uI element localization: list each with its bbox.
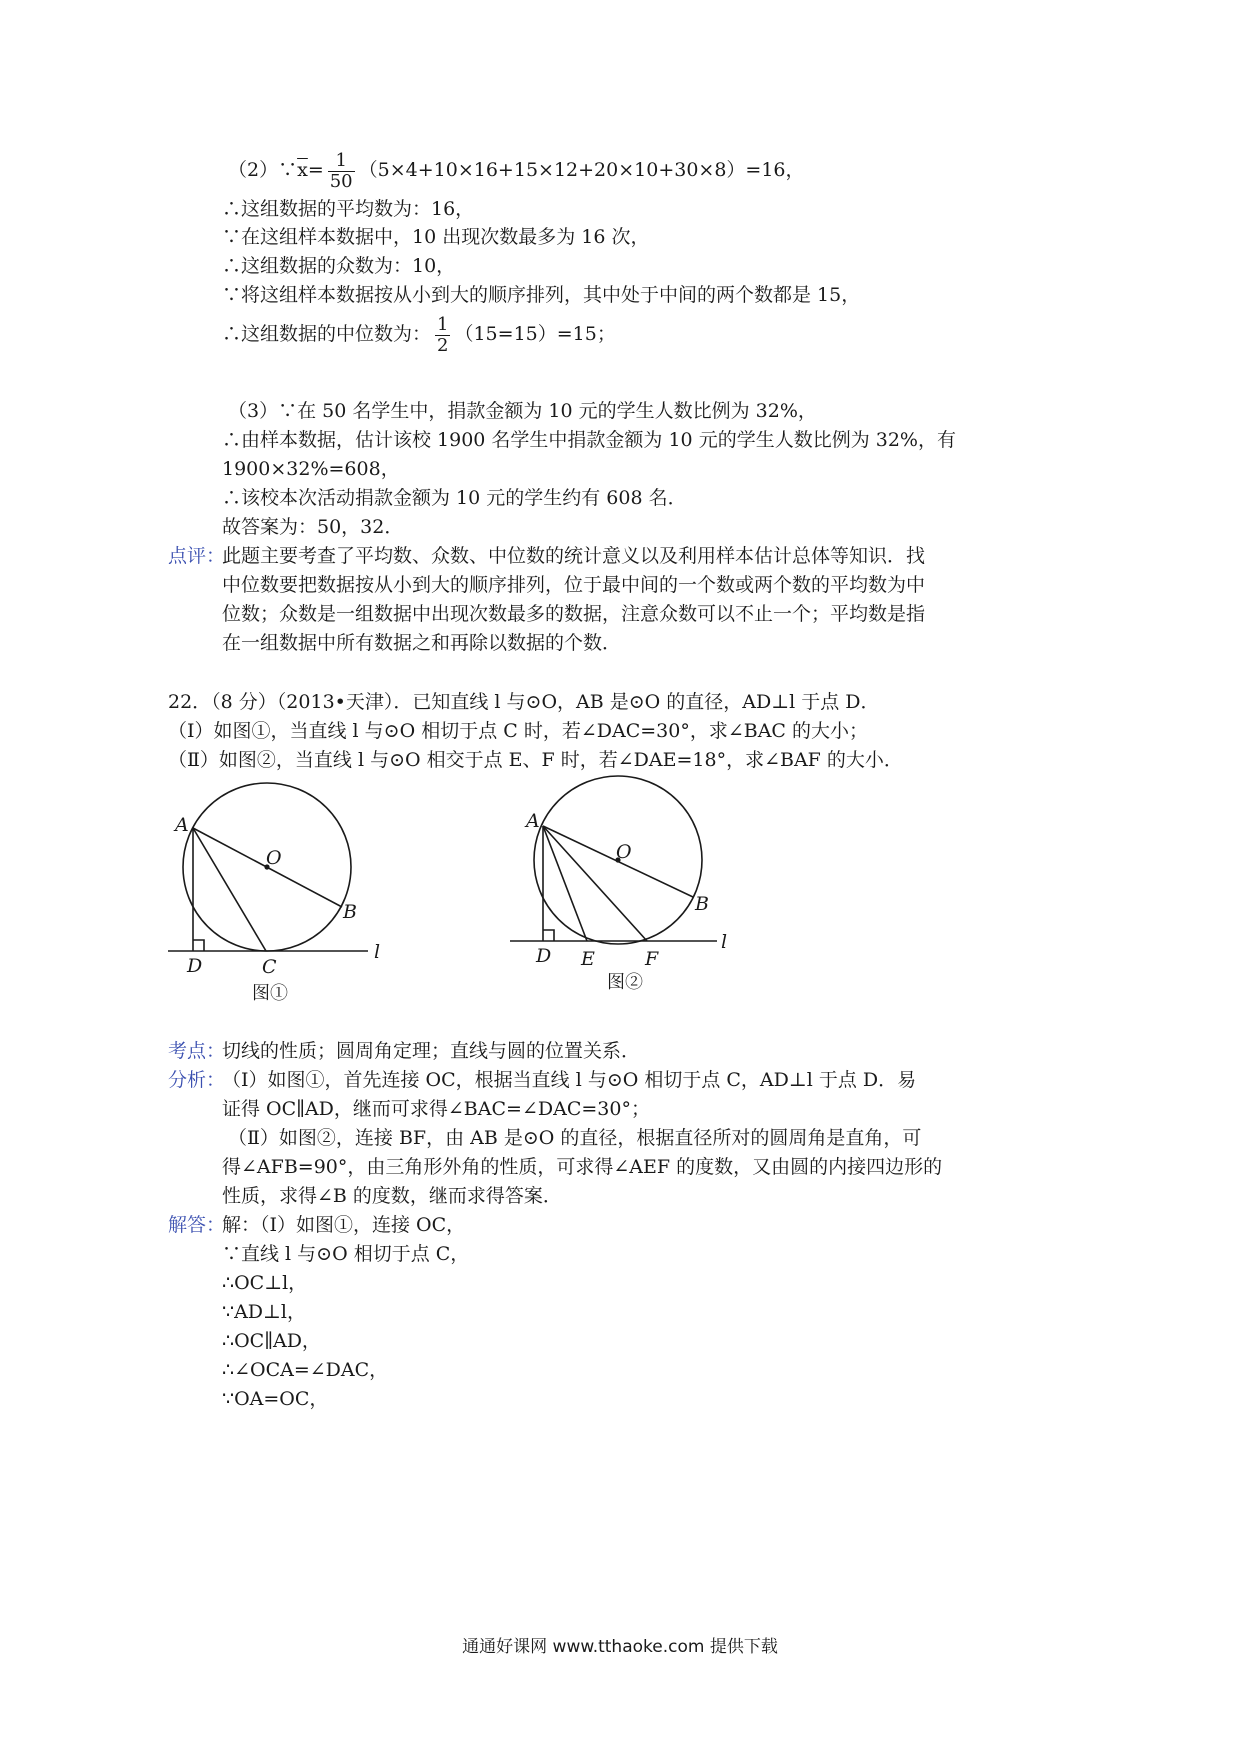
label-e: E: [581, 948, 595, 970]
part3-line-4: ∴该校本次活动捐款金额为 10 元的学生约有 608 名．: [222, 487, 687, 509]
mode-reason: ∵在这组样本数据中，10 出现次数最多为 16 次，: [222, 226, 650, 248]
fraction-denominator: 50: [329, 170, 353, 192]
answer-line-3: ∴OC⊥l，: [222, 1272, 308, 1294]
figure-1-labels: [173, 814, 380, 978]
label-l: l: [721, 931, 728, 953]
mean-result: ∴这组数据的平均数为：16，: [222, 198, 475, 220]
answer-label: 解答：: [168, 1214, 226, 1236]
knowledge-text: 切线的性质；圆周角定理；直线与圆的位置关系．: [222, 1040, 641, 1062]
footer-watermark: 通通好课网 www.tthaoke.com 提供下载: [462, 1637, 778, 1657]
comment-line-1: 此题主要考查了平均数、众数、中位数的统计意义以及利用样本估计总体等知识．找: [222, 545, 926, 567]
right-angle-mark-figure2: [543, 930, 554, 941]
median-prefix: ∴这组数据的中位数为：: [222, 323, 432, 345]
median-expression: （15=15）=15；: [454, 323, 616, 345]
median-reason: ∵将这组样本数据按从小到大的顺序排列，其中处于中间的两个数都是 15，: [222, 284, 861, 306]
figure1-caption: 图①: [252, 983, 288, 1004]
fraction-numerator: 1: [437, 313, 449, 335]
mean-expression: （5×4+10×16+15×12+20×10+30×8）=16，: [358, 159, 805, 181]
mode-result: ∴这组数据的众数为：10，: [222, 255, 456, 277]
part3-answer: 故答案为：50，32．: [222, 516, 404, 538]
label-d: D: [187, 955, 203, 977]
fraction-one-half: [435, 315, 450, 356]
fraction-denominator: 2: [437, 334, 449, 356]
answer-line-4: ∵AD⊥l，: [222, 1301, 306, 1323]
comment-line-4: 在一组数据中所有数据之和再除以数据的个数．: [222, 632, 622, 654]
part3-line-1: （3）∵在 50 名学生中，捐款金额为 10 元的学生人数比例为 32%，: [228, 400, 817, 422]
label-b: B: [343, 901, 357, 923]
label-o: O: [266, 847, 282, 869]
mean-formula-line: [228, 150, 805, 192]
figure-2: [510, 776, 717, 944]
x-bar: $\overline{x}$: [297, 159, 308, 181]
analysis-label: 分析：: [168, 1069, 226, 1091]
geometry-figures: [0, 775, 1240, 1035]
label-b: B: [695, 893, 709, 915]
comment-line-3: 位数；众数是一组数据中出现次数最多的数据，注意众数可以不止一个；平均数是指: [222, 603, 926, 625]
problem22-part1: （Ⅰ）如图①，当直线 l 与⊙O 相切于点 C 时，若∠DAC=30°，求∠BAC 的大小；: [168, 720, 869, 742]
mean-prefix: （2）∵: [228, 159, 298, 181]
median-formula-line: [222, 314, 616, 356]
knowledge-label: 考点：: [168, 1040, 226, 1062]
part3-line-3: 1900×32%=608，: [222, 458, 400, 480]
analysis-line-2: 证得 OC∥AD，继而可求得∠BAC=∠DAC=30°；: [222, 1098, 650, 1120]
problem22-part2: （Ⅱ）如图②，当直线 l 与⊙O 相交于点 E、F 时，若∠DAE=18°，求∠BAF 的大小．: [168, 749, 903, 771]
analysis-line-3: （Ⅱ）如图②，连接 BF，由 AB 是⊙O 的直径，根据直径所对的圆周角是直角，可: [228, 1127, 922, 1149]
label-d: D: [536, 945, 552, 967]
label-a: A: [526, 810, 540, 832]
answer-line-1: 解：（Ⅰ）如图①，连接 OC，: [222, 1214, 466, 1236]
figure2-caption: 图②: [607, 972, 643, 993]
analysis-line-1: （Ⅰ）如图①，首先连接 OC，根据当直线 l 与⊙O 相切于点 C，AD⊥l 于点 D．易: [222, 1069, 917, 1091]
right-angle-mark-figure1: [193, 940, 204, 951]
label-a: A: [175, 814, 189, 836]
equals-sign: =: [307, 159, 324, 181]
fraction-numerator: 1: [328, 151, 355, 172]
label-l: l: [374, 941, 381, 963]
analysis-line-4: 得∠AFB=90°，由三角形外角的性质，可求得∠AEF 的度数，又由圆的内接四边形的: [222, 1156, 943, 1178]
problem22-statement: 22．（8 分）（2013•天津）．已知直线 l 与⊙O，AB 是⊙O 的直径，AD⊥l 于点 D．: [168, 691, 880, 713]
label-c: C: [262, 956, 277, 978]
fraction-one-fiftieth: [328, 151, 355, 192]
answer-line-6: ∴∠OCA=∠DAC，: [222, 1359, 389, 1381]
answer-line-5: ∴OC∥AD，: [222, 1330, 321, 1352]
answer-line-7: ∵OA=OC，: [222, 1388, 329, 1410]
part3-line-2: ∴由样本数据，估计该校 1900 名学生中捐款金额为 10 元的学生人数比例为 32%，有: [222, 429, 956, 451]
analysis-line-5: 性质，求得∠B 的度数，继而求得答案．: [222, 1185, 562, 1207]
label-f: F: [645, 948, 659, 970]
comment-label: 点评：: [168, 545, 226, 567]
answer-line-2: ∵直线 l 与⊙O 相切于点 C，: [222, 1243, 470, 1265]
label-o: O: [616, 841, 632, 863]
comment-line-2: 中位数要把数据按从小到大的顺序排列，位于最中间的一个数或两个数的平均数为中: [222, 574, 926, 596]
